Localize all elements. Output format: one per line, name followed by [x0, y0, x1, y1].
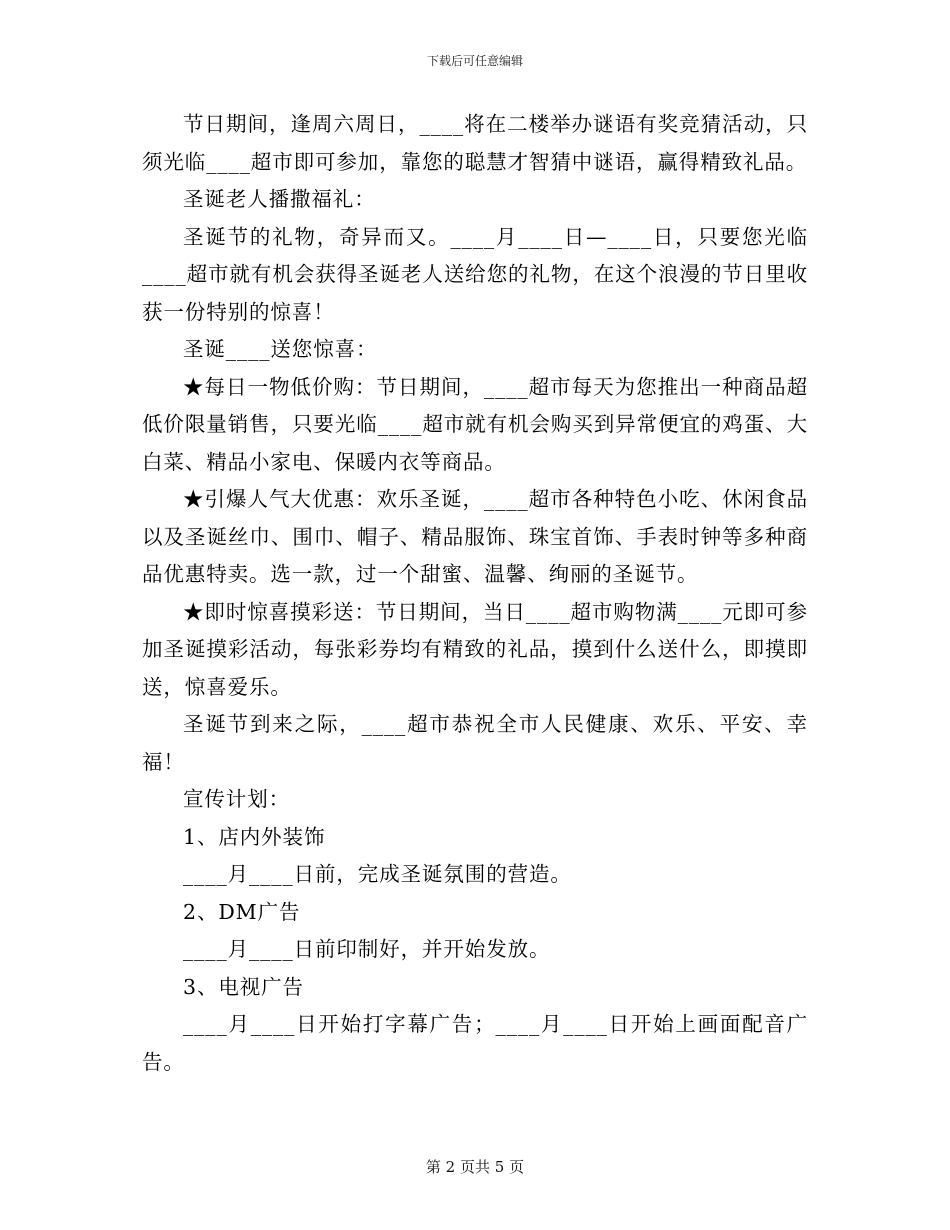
list-item-store-decoration: 1、店内外装饰	[183, 824, 326, 849]
heading-santa-gifts: 圣诞老人播撒福礼：	[183, 187, 376, 211]
paragraph-daily-deal: ★每日一物低价购：节日期间，____超市每天为您推出一种商品超低价限量销售，只要光临____超市就有机会购买到异常便宜的鸡蛋、大白菜、精品小家电、保暖内衣等商品。	[142, 374, 808, 474]
heading-christmas-surprise: 圣诞____送您惊喜：	[183, 337, 378, 361]
paragraph-riddle-activity: 节日期间，逢周六周日，____将在二楼举办谜语有奖竞猜活动，只须光临____超市即可参加，靠您的聪慧才智猜中谜语，赢得精致礼品。	[142, 112, 808, 174]
page-number: 第 2 页共 5 页	[425, 1158, 525, 1176]
heading-promotion-plan: 宣传计划：	[183, 787, 290, 811]
document-body	[142, 106, 808, 1081]
list-item-dm-ads: 2、DM广告	[183, 899, 301, 924]
paragraph-tv-ads: ____月____日开始打字幕广告；____月____日开始上画面配音广告。	[142, 1012, 808, 1074]
paragraph-store-decoration: ____月____日前，完成圣诞氛围的营造。	[183, 862, 572, 886]
paragraph-dm-ads: ____月____日前印制好，并开始发放。	[183, 937, 551, 961]
paragraph-santa-gifts: 圣诞节的礼物，奇异而又。____月____日—____日，只要您光临____超市就有机会获得圣诞老人送给您的礼物，在这个浪漫的节日里收获一份特别的惊喜！	[142, 224, 808, 324]
paragraph-greeting: 圣诞节到来之际，____超市恭祝全市人民健康、欢乐、平安、幸福！	[142, 712, 808, 774]
list-item-tv-ads: 3、电视广告	[183, 974, 304, 999]
page-header: 下载后可任意编辑	[426, 54, 523, 68]
paragraph-lucky-draw: ★即时惊喜摸彩送：节日期间，当日____超市购物满____元即可参加圣诞摸彩活动，每张彩券均有精致的礼品，摸到什么送什么，即摸即送，惊喜爱乐。	[142, 599, 808, 699]
paragraph-popular-discount: ★引爆人气大优惠：欢乐圣诞，____超市各种特色小吃、休闲食品以及圣诞丝巾、围巾、帽子、精品服饰、珠宝首饰、手表时钟等多种商品优惠特卖。选一款，过一个甜蜜、温馨、绚丽的圣诞节。	[142, 487, 808, 586]
